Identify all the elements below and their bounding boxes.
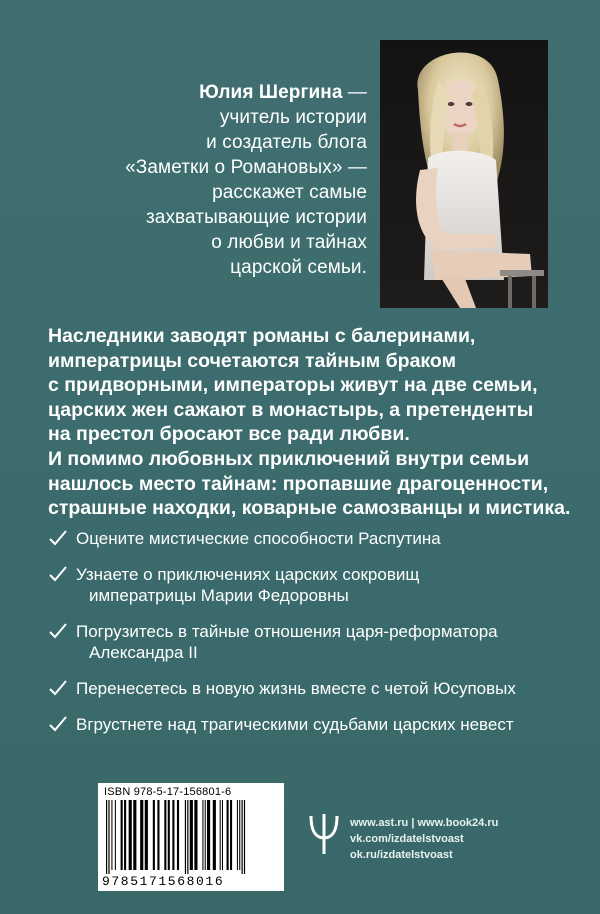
barcode-bar — [157, 800, 159, 870]
description-line: Наследники заводят романы с балеринами, — [48, 325, 476, 347]
author-blurb — [47, 80, 367, 280]
barcode-bar — [121, 800, 123, 870]
description-line: царских жен сажают в монастырь, а претенденты — [48, 398, 534, 421]
barcode-bar — [111, 800, 112, 870]
barcode-bar — [129, 800, 132, 870]
feature-text-cont: императрицы Марии Федоровны — [89, 586, 349, 605]
checkmark-icon — [48, 678, 68, 698]
author-photo — [380, 40, 548, 308]
barcode-bar — [153, 800, 155, 870]
author-line: царской семьи. — [230, 257, 367, 278]
barcode-bar — [227, 800, 229, 870]
description-line: с придворными, императоры живут на две семьи, — [48, 374, 538, 397]
author-name: Юлия Шергина — [199, 82, 343, 103]
feature-text: Перенесетесь в новую жизнь вместе с четой Юсуповых — [76, 679, 516, 698]
barcode-bar — [115, 800, 116, 870]
feature-text: Вгрустнете над трагическими судьбами царских невест — [76, 715, 514, 734]
feature-item — [48, 714, 578, 735]
author-line: «Заметки о Романовых» — — [125, 157, 367, 178]
isbn-barcode — [98, 783, 284, 891]
barcode-bar — [242, 800, 243, 874]
barcode-bar — [230, 800, 232, 870]
barcode-bars — [104, 800, 278, 874]
checkmark-icon — [48, 564, 68, 584]
description-line: императрицы сочетаются тайным браком — [48, 349, 457, 372]
feature-list — [48, 528, 578, 750]
author-line: и создатель блога — [206, 132, 367, 153]
barcode-bar — [205, 800, 206, 870]
feature-item — [48, 528, 578, 549]
feature-item — [48, 621, 578, 663]
checkmark-icon — [48, 528, 68, 548]
author-line: учитель истории — [219, 107, 367, 128]
checkmark-icon — [48, 621, 68, 641]
barcode-bar — [187, 800, 188, 874]
barcode-bar — [140, 800, 143, 870]
barcode-bar — [172, 800, 174, 870]
book-description — [48, 324, 571, 521]
author-name-line — [47, 80, 367, 105]
publisher-links — [350, 815, 570, 863]
description-line: страшные находки, коварные самозванцы и мистика. — [48, 497, 571, 520]
author-line: о любви и тайнах — [211, 232, 367, 253]
barcode-bar — [237, 800, 238, 870]
checkmark-icon — [48, 714, 68, 734]
publisher-link[interactable]: vk.com/izdatelstvoast — [350, 833, 464, 845]
barcode-bar — [244, 800, 245, 874]
barcode-bar — [108, 800, 109, 874]
barcode-bar — [185, 800, 186, 874]
barcode-bar — [220, 800, 221, 870]
description-line: И помимо любовных приключений внутри семьи — [48, 447, 530, 470]
author-line: захватывающие истории — [145, 207, 367, 228]
author-dash: — — [347, 82, 367, 103]
barcode-bar — [239, 800, 240, 870]
barcode-bar — [177, 800, 179, 870]
barcode-bar — [222, 800, 223, 870]
publisher-link[interactable]: ok.ru/izdatelstvoast — [350, 849, 453, 861]
feature-item — [48, 678, 578, 699]
barcode-bar — [124, 800, 126, 870]
barcode-bar — [133, 800, 136, 870]
barcode-bar — [190, 800, 193, 870]
feature-text: Погрузитесь в тайные отношения царя-реформатора — [76, 622, 498, 641]
feature-item — [48, 564, 578, 606]
barcode-bar — [202, 800, 203, 870]
publisher-link[interactable]: www.ast.ru | www.book24.ru — [350, 817, 499, 829]
description-line: на престол бросают все ради любви. — [48, 423, 410, 446]
psi-logo-icon — [308, 812, 340, 856]
barcode-bar — [164, 800, 166, 870]
isbn-text: ISBN 978-5-17-156801-6 — [104, 786, 232, 798]
feature-text: Оцените мистические способности Распутина — [76, 529, 441, 548]
barcode-bar — [168, 800, 170, 870]
feature-text: Узнаете о приключениях царских сокровищ — [76, 565, 420, 584]
barcode-bar — [145, 800, 148, 870]
barcode-bar — [213, 800, 216, 870]
description-line: нашлось место тайнам: пропавшие драгоценности, — [48, 472, 549, 495]
feature-text-cont: Александра II — [89, 643, 198, 662]
barcode-bar — [106, 800, 107, 874]
author-line: расскажет самые — [212, 182, 367, 203]
barcode-number: 9785171568016 — [102, 874, 225, 889]
barcode-bar — [194, 800, 197, 870]
barcode-bar — [207, 800, 210, 870]
